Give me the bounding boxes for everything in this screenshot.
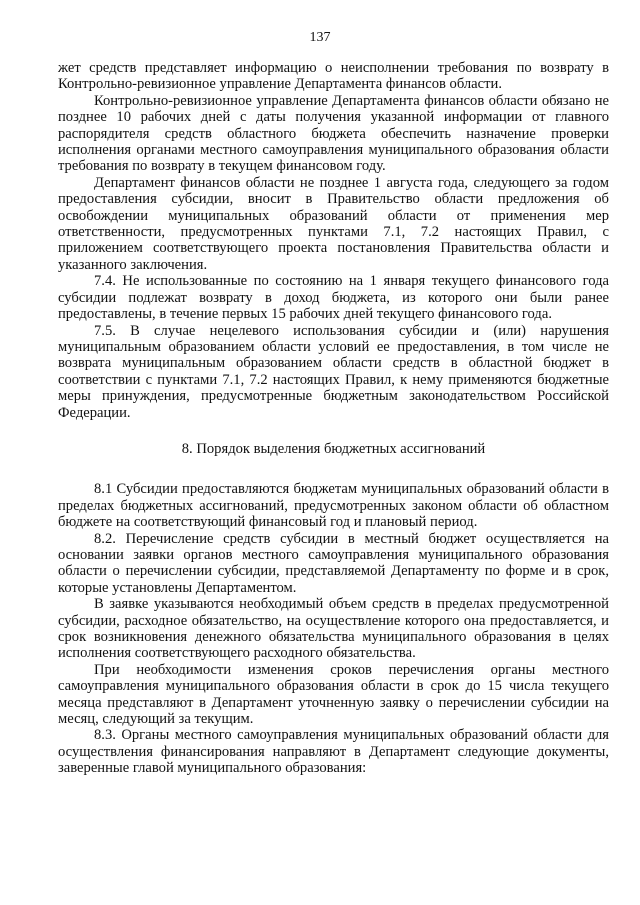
paragraph-continuation: жет средств представляет информацию о неисполнении требования по возврату в Контрольно-ревизионное управление Департамента финансов области. xyxy=(58,60,609,93)
paragraph-8-1: 8.1 Субсидии предоставляются бюджетам муниципальных образований области в пределах бюджетных ассигнований, предусмотренных законом области об областном бюджете на соответствующий финансовый год и плановый период. xyxy=(58,481,609,531)
paragraph-8-3: 8.3. Органы местного самоуправления муниципальных образований области для осуществления финансирования направляют в Департамент следующие документы, заверенные главой муниципального образования: xyxy=(58,727,609,777)
document-body xyxy=(58,60,609,777)
paragraph-control-revision: Контрольно-ревизионное управление Департамента финансов области обязано не позднее 10 рабочих дней с даты получения указанной информации от главного распорядителя средств областного бюджета обеспечить назначение проверки исполнения органами местного самоуправления муниципального образования области требования по возврату в текущем финансовом году. xyxy=(58,92,609,175)
paragraph-7-5: 7.5. В случае нецелевого использования субсидии и (или) нарушения муниципальным образованием области условий ее предоставления, в том числе не возврата муниципальным образованием области средств в областной бюджет в соответствии с пунктами 7.1, 7.2 настоящих Правил, к нему применяются бюджетные меры принуждения, предусмотренные бюджетным законодательством Российской Федерации. xyxy=(58,322,609,421)
paragraph-finance-department: Департамент финансов области не позднее 1 августа года, следующего за годом предоставления субсидии, вносит в Правительство области предложения об освобождении муниципальных образований области от применения мер ответственности, предусмотренных пунктами 7.1, 7.2 настоящих Правил, с приложением соответствующего проекта постановления Правительства области и указанного заключения. xyxy=(58,174,609,273)
paragraph-deadline-change: При необходимости изменения сроков перечисления органы местного самоуправления муниципального образования области в срок до 15 числа текущего месяца представляют в Департамент уточненную заявку о перечислении субсидии на месяц, следующий за текущим. xyxy=(58,661,609,728)
paragraph-7-4: 7.4. Не использованные по состоянию на 1 января текущего финансового года субсидии подлежат возврату в доход бюджета, из которого они были ранее предоставлены, в течение первых 15 рабочих дней текущего финансового года. xyxy=(58,273,609,323)
section-heading: 8. Порядок выделения бюджетных ассигнований xyxy=(181,440,486,457)
page-number: 137 xyxy=(309,30,331,45)
paragraph-application-contents: В заявке указываются необходимый объем средств в пределах предусмотренной субсидии, расходное обязательство, на осуществление которого она предоставляется, и срок возникновения денежного обязательства муниципального образования в целях исполнения соответствующего расходного обязательства. xyxy=(58,596,609,662)
paragraph-8-2: 8.2. Перечисление средств субсидии в местный бюджет осуществляется на основании заявки органов местного самоуправления муниципального образования области о перечислении субсидии, представляемой Департаменту по форме и в срок, которые установлены Департаментом. xyxy=(58,530,609,596)
